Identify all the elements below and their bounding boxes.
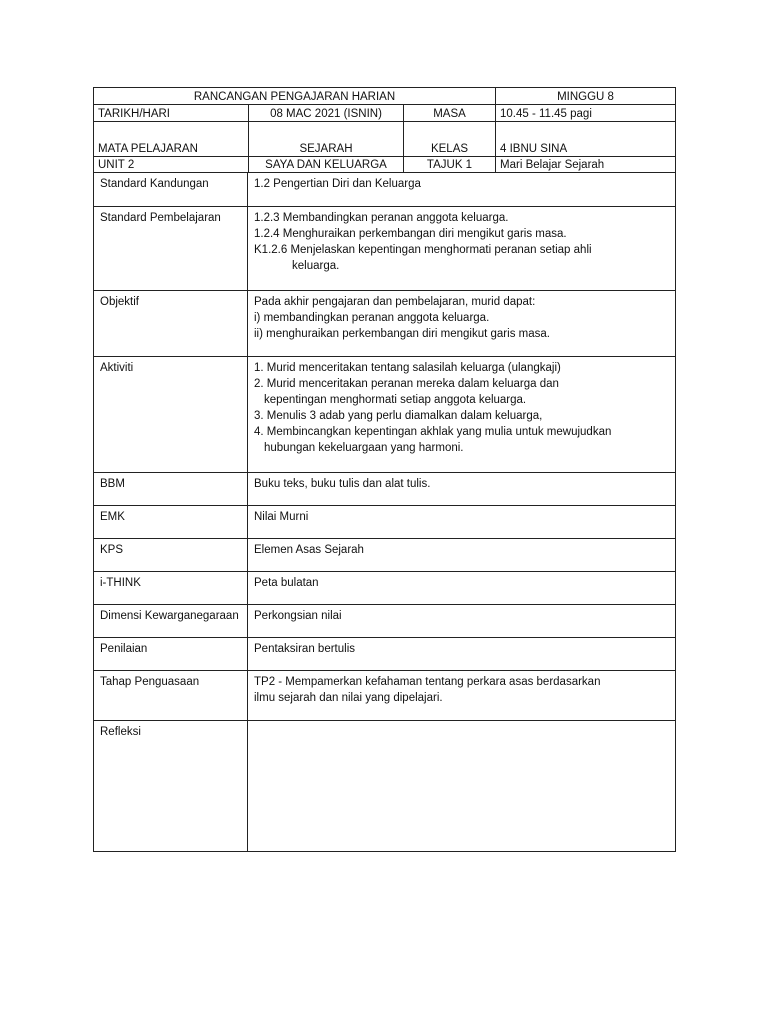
week-label: MINGGU 8 — [496, 88, 676, 105]
row-objektif — [94, 291, 676, 357]
standard-pembelajaran-content — [248, 207, 676, 291]
kps-label: KPS — [94, 539, 248, 572]
subject-value: SEJARAH — [249, 122, 404, 157]
class-value: 4 IBNU SINA — [496, 122, 676, 157]
tahap-penguasaan-line: ilmu sejarah dan nilai yang dipelajari. — [254, 692, 443, 704]
row-emk — [94, 506, 676, 539]
dimensi-content: Perkongsian nilai — [248, 605, 676, 638]
standard-pembelajaran-line: 1.2.3 Membandingkan peranan anggota keluarga. — [254, 212, 509, 224]
tahap-penguasaan-label: Tahap Penguasaan — [94, 671, 248, 721]
refleksi-content — [248, 721, 676, 852]
aktiviti-line: 3. Menulis 3 adab yang perlu diamalkan dalam keluarga, — [254, 410, 543, 422]
emk-content: Nilai Murni — [248, 506, 676, 539]
date-value: 08 MAC 2021 (ISNIN) — [249, 105, 404, 122]
refleksi-label: Refleksi — [94, 721, 248, 852]
standard-pembelajaran-line: K1.2.6 Menjelaskan kepentingan menghormati peranan setiap ahli — [254, 244, 592, 256]
row-ithink — [94, 572, 676, 605]
bbm-content: Buku teks, buku tulis dan alat tulis. — [248, 473, 676, 506]
objektif-line: ii) menghuraikan perkembangan diri mengikut garis masa. — [254, 328, 550, 340]
aktiviti-line: hubungan kekeluargaan yang harmoni. — [264, 442, 464, 454]
tahap-penguasaan-content — [248, 671, 676, 721]
standard-pembelajaran-label: Standard Pembelajaran — [94, 207, 248, 291]
standard-kandungan-line: 1.2 Pengertian Diri dan Keluarga — [254, 178, 421, 190]
objektif-label: Objektif — [94, 291, 248, 357]
aktiviti-line: 1. Murid menceritakan tentang salasilah keluarga (ulangkaji) — [254, 362, 561, 374]
details-table — [93, 172, 676, 852]
ithink-content: Peta bulatan — [248, 572, 676, 605]
topic-value: Mari Belajar Sejarah — [496, 157, 676, 173]
standard-pembelajaran-line: 1.2.4 Menghuraikan perkembangan diri mengikut garis masa. — [254, 228, 567, 240]
objektif-content — [248, 291, 676, 357]
aktiviti-line: kepentingan menghormati setiap anggota keluarga. — [264, 394, 527, 406]
row-standard-pembelajaran — [94, 207, 676, 291]
aktiviti-line: 2. Murid menceritakan peranan mereka dalam keluarga dan — [254, 378, 559, 390]
header-table — [93, 87, 676, 173]
aktiviti-line: 4. Membincangkan kepentingan akhlak yang mulia untuk mewujudkan — [254, 426, 612, 438]
subject-label: MATA PELAJARAN — [94, 122, 249, 157]
row-aktiviti — [94, 357, 676, 473]
row-refleksi — [94, 721, 676, 852]
row-penilaian — [94, 638, 676, 671]
ithink-label: i-THINK — [94, 572, 248, 605]
standard-kandungan-label: Standard Kandungan — [94, 173, 248, 207]
date-label: TARIKH/HARI — [94, 105, 249, 122]
row-kps — [94, 539, 676, 572]
row-standard-kandungan — [94, 173, 676, 207]
row-tahap-penguasaan — [94, 671, 676, 721]
unit-label: UNIT 2 — [94, 157, 249, 173]
penilaian-label: Penilaian — [94, 638, 248, 671]
dimensi-label: Dimensi Kewarganegaraan — [94, 605, 248, 638]
objektif-line: i) membandingkan peranan anggota keluarga. — [254, 312, 490, 324]
standard-kandungan-content — [248, 173, 676, 207]
row-bbm — [94, 473, 676, 506]
tahap-penguasaan-line: TP2 - Mempamerkan kefahaman tentang perkara asas berdasarkan — [254, 676, 601, 688]
bbm-label: BBM — [94, 473, 248, 506]
row-dimensi — [94, 605, 676, 638]
time-label: MASA — [404, 105, 496, 122]
plan-title: RANCANGAN PENGAJARAN HARIAN — [94, 88, 496, 105]
objektif-line: Pada akhir pengajaran dan pembelajaran, murid dapat: — [254, 296, 536, 308]
aktiviti-content — [248, 357, 676, 473]
topic-label: TAJUK 1 — [404, 157, 496, 173]
standard-pembelajaran-line: keluarga. — [292, 260, 340, 272]
unit-value: SAYA DAN KELUARGA — [249, 157, 404, 173]
kps-content: Elemen Asas Sejarah — [248, 539, 676, 572]
class-label: KELAS — [404, 122, 496, 157]
aktiviti-label: Aktiviti — [94, 357, 248, 473]
penilaian-content: Pentaksiran bertulis — [248, 638, 676, 671]
emk-label: EMK — [94, 506, 248, 539]
time-value: 10.45 - 11.45 pagi — [496, 105, 676, 122]
lesson-plan-sheet — [93, 87, 675, 852]
